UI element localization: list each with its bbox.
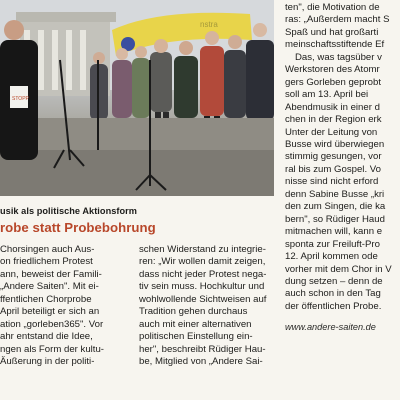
right-column — [285, 2, 400, 334]
middle-column — [139, 244, 275, 369]
right-line: stimmig gesungen, vor — [285, 151, 382, 163]
sign-text: STOPP — [12, 96, 29, 102]
left-line: „Andere Saiten". Mit ei- — [0, 281, 99, 293]
banner-text: nstra — [200, 20, 218, 29]
right-line: mitmachen will, kann e — [285, 226, 383, 238]
right-line: 12. April kommen ode — [285, 251, 378, 263]
right-line: ten", die Motivation de — [285, 2, 380, 13]
article-caption: usik als politische Aktionsform — [0, 206, 138, 216]
choir-photo-illustration — [0, 0, 274, 196]
right-line: der öffentlichen Probe. — [285, 300, 382, 312]
right-line: den zum Singen, die ka — [285, 201, 386, 213]
right-line: ras: „Außerdem macht S — [285, 14, 390, 26]
left-line: on friedlichem Protest — [0, 256, 93, 268]
left-line: ngen als Form der kultu- — [0, 343, 104, 355]
left-line: April beteiligt er sich an — [0, 306, 100, 318]
right-line: vorher mit dem Chor in V — [285, 263, 392, 275]
right-line: Busse wird überwiegen — [285, 138, 385, 150]
middle-line: schen Widerstand zu integrie- — [139, 244, 266, 255]
article-headline: robe statt Probebohrung — [0, 220, 156, 235]
right-line: sponta zur Freiluft-Pro — [285, 238, 380, 250]
middle-line: tiv sein muss. Hochkultur und — [139, 281, 265, 293]
middle-line: Tradition gehen durchaus — [139, 306, 248, 318]
right-line: denn Sabine Busse „kri — [285, 188, 385, 200]
left-line: ation „gorleben365". Vor — [0, 318, 104, 330]
middle-line: dass nicht jeder Protest nega- — [139, 268, 267, 280]
right-line: chen in der Region erk — [285, 114, 382, 126]
middle-line: wohlwollende Sichtweisen auf — [139, 293, 267, 305]
middle-line: be, Mitglied von „Andere Sai- — [139, 356, 263, 368]
right-line: Das, was tagsüber v — [295, 51, 382, 63]
right-line: nisse sind nicht erford — [285, 176, 379, 188]
left-column — [0, 244, 135, 369]
website-url[interactable]: www.andere-saiten.de — [285, 322, 376, 333]
middle-line: her", beschreibt Rüdiger Hau- — [139, 343, 266, 355]
right-line: meinschaftsstiftende Ef — [285, 39, 385, 51]
right-line: Unter der Leitung von — [285, 126, 378, 138]
middle-line: politischen Einstellung ein- — [139, 331, 253, 343]
right-line: gers Gorleben geprobt — [285, 76, 381, 88]
middle-line: ren: „Wir wollen damit zeigen, — [139, 256, 266, 268]
right-line: ral bis zum Gospel. Vo — [285, 163, 381, 175]
right-line: soll am 13. April bei — [285, 89, 369, 101]
left-line: ffentlichen Chorprobe — [0, 293, 92, 305]
middle-line: auch mit einer alternativen — [139, 318, 252, 330]
choir-photo — [0, 0, 274, 196]
left-line: ahr entstand die Idee, — [0, 331, 93, 343]
right-line: Spaß und hat großarti — [285, 26, 379, 38]
right-line: bern", so Rüdiger Haud — [285, 213, 385, 225]
right-line: Werkstoren des Atomr — [285, 64, 380, 76]
left-line: Chorsingen auch Aus- — [0, 244, 95, 255]
right-line: auch schon in den Tag — [285, 288, 381, 300]
left-line: ann, beweist der Famili- — [0, 268, 102, 280]
right-line: Abendmusik in einer d — [285, 101, 380, 113]
left-line: Äußerung in der politi- — [0, 356, 95, 368]
right-line: dung setzen – denn de — [285, 275, 383, 287]
